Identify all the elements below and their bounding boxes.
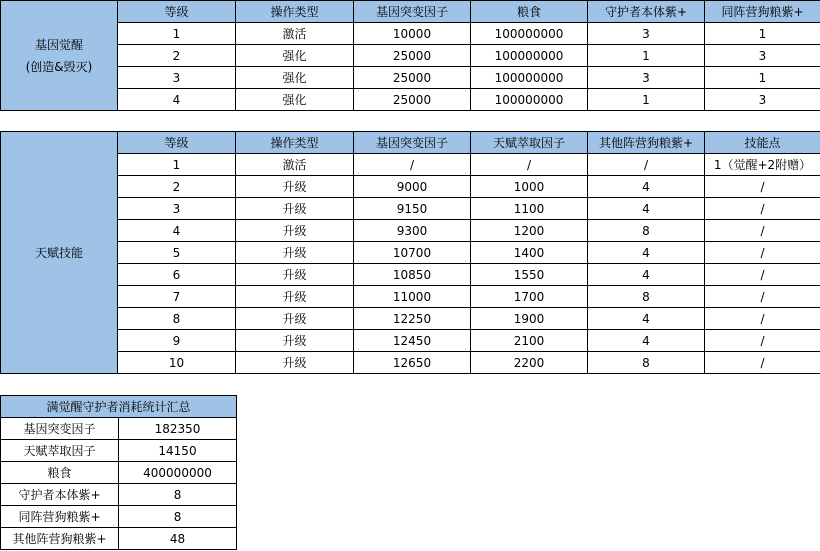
table-cell: 升级 [236, 308, 354, 330]
table-row [1, 23, 820, 45]
table-row [1, 308, 820, 330]
table-row [1, 286, 820, 308]
table-cell: 1100 [471, 198, 588, 220]
table-cell: 升级 [236, 264, 354, 286]
table-row [1, 462, 237, 484]
table-cell: 1200 [471, 220, 588, 242]
table-cell: 强化 [236, 45, 354, 67]
table-cell: 1 [705, 67, 820, 89]
table-cell: 10700 [354, 242, 471, 264]
table-cell: 强化 [236, 67, 354, 89]
table-cell: 1900 [471, 308, 588, 330]
table-row [1, 418, 237, 440]
summary-label: 粮食 [1, 462, 119, 484]
column-header: 操作类型 [236, 1, 354, 23]
table-cell: 激活 [236, 154, 354, 176]
table-cell: 1（觉醒+2附赠） [705, 154, 820, 176]
summary-table [0, 395, 237, 550]
table-cell: 25000 [354, 45, 471, 67]
table-cell: 8 [588, 220, 705, 242]
table-cell: 100000000 [471, 23, 588, 45]
talent-side-label: 天赋技能 [1, 132, 118, 374]
table-header-row [1, 132, 820, 154]
talent-table [0, 131, 820, 374]
summary-value: 182350 [119, 418, 237, 440]
table-cell: 激活 [236, 23, 354, 45]
table-cell: 3 [705, 89, 820, 111]
table-row [1, 440, 237, 462]
table-cell: 1 [588, 89, 705, 111]
table-cell: / [705, 264, 820, 286]
table-cell: 1 [588, 45, 705, 67]
table-header-row [1, 396, 237, 418]
table-row [1, 330, 820, 352]
table-cell: 25000 [354, 67, 471, 89]
table-row [1, 89, 820, 111]
table-cell: 升级 [236, 286, 354, 308]
table-row [1, 67, 820, 89]
table-cell: 100000000 [471, 89, 588, 111]
summary-title: 满觉醒守护者消耗统计汇总 [1, 396, 237, 418]
column-header: 守护者本体紫+ [588, 1, 705, 23]
table-cell: 4 [118, 220, 236, 242]
table-row [1, 484, 237, 506]
awakening-side-label-line2: (创造&毁灭) [25, 59, 93, 74]
table-cell: 10 [118, 352, 236, 374]
table-cell: 100000000 [471, 45, 588, 67]
table-row [1, 506, 237, 528]
table-cell: 4 [588, 330, 705, 352]
column-header: 等级 [118, 132, 236, 154]
table-cell: / [471, 154, 588, 176]
table-cell: 升级 [236, 220, 354, 242]
table-cell: 100000000 [471, 67, 588, 89]
table-cell: 11000 [354, 286, 471, 308]
column-header: 同阵营狗粮紫+ [705, 1, 820, 23]
table-cell: 1 [705, 23, 820, 45]
summary-label: 天赋萃取因子 [1, 440, 119, 462]
table-cell: 1700 [471, 286, 588, 308]
column-header: 操作类型 [236, 132, 354, 154]
table-row [1, 45, 820, 67]
table-cell: 7 [118, 286, 236, 308]
table-cell: 5 [118, 242, 236, 264]
table-cell: 3 [118, 198, 236, 220]
table-cell: 1550 [471, 264, 588, 286]
summary-label: 其他阵营狗粮紫+ [1, 528, 119, 550]
table-cell: 8 [588, 286, 705, 308]
table-cell: 升级 [236, 176, 354, 198]
table-cell: 9300 [354, 220, 471, 242]
table-cell: / [705, 308, 820, 330]
table-row [1, 264, 820, 286]
table-cell: 10000 [354, 23, 471, 45]
table-cell: 10850 [354, 264, 471, 286]
summary-label: 基因突变因子 [1, 418, 119, 440]
table-cell: 25000 [354, 89, 471, 111]
table-cell: / [705, 352, 820, 374]
table-cell: 3 [588, 67, 705, 89]
column-header: 等级 [118, 1, 236, 23]
table-cell: 1 [118, 154, 236, 176]
table-cell: 升级 [236, 242, 354, 264]
table-cell: 1 [118, 23, 236, 45]
summary-value: 8 [119, 506, 237, 528]
table-cell: 12650 [354, 352, 471, 374]
table-cell: 8 [118, 308, 236, 330]
table-row [1, 154, 820, 176]
table-cell: / [705, 198, 820, 220]
table-cell: 强化 [236, 89, 354, 111]
table-cell: 9150 [354, 198, 471, 220]
table-cell: 9 [118, 330, 236, 352]
table-cell: / [705, 286, 820, 308]
summary-value: 48 [119, 528, 237, 550]
table-cell: 4 [588, 198, 705, 220]
table-cell: 2 [118, 45, 236, 67]
table-cell: 9000 [354, 176, 471, 198]
table-cell: 3 [705, 45, 820, 67]
table-cell: 1400 [471, 242, 588, 264]
table-cell: / [705, 242, 820, 264]
table-cell: 升级 [236, 198, 354, 220]
table-cell: 4 [588, 176, 705, 198]
table-row [1, 242, 820, 264]
column-header: 技能点 [705, 132, 820, 154]
table-cell: 12450 [354, 330, 471, 352]
table-row [1, 352, 820, 374]
table-cell: / [354, 154, 471, 176]
summary-value: 400000000 [119, 462, 237, 484]
table-cell: / [705, 330, 820, 352]
table-cell: 4 [588, 242, 705, 264]
table-cell: / [705, 220, 820, 242]
table-row [1, 220, 820, 242]
table-cell: 升级 [236, 352, 354, 374]
column-header: 其他阵营狗粮紫+ [588, 132, 705, 154]
table-cell: / [705, 176, 820, 198]
table-cell: / [588, 154, 705, 176]
table-cell: 4 [118, 89, 236, 111]
column-header: 粮食 [471, 1, 588, 23]
table-cell: 2 [118, 176, 236, 198]
column-header: 基因突变因子 [354, 132, 471, 154]
summary-value: 14150 [119, 440, 237, 462]
table-cell: 3 [588, 23, 705, 45]
table-cell: 2200 [471, 352, 588, 374]
awakening-table [0, 0, 820, 111]
table-cell: 8 [588, 352, 705, 374]
table-cell: 4 [588, 264, 705, 286]
table-cell: 升级 [236, 330, 354, 352]
summary-value: 8 [119, 484, 237, 506]
table-cell: 12250 [354, 308, 471, 330]
table-row [1, 198, 820, 220]
column-header: 天赋萃取因子 [471, 132, 588, 154]
table-cell: 3 [118, 67, 236, 89]
awakening-side-label [1, 1, 118, 111]
table-row [1, 176, 820, 198]
column-header: 基因突变因子 [354, 1, 471, 23]
table-header-row [1, 1, 820, 23]
table-cell: 1000 [471, 176, 588, 198]
table-cell: 4 [588, 308, 705, 330]
table-row [1, 528, 237, 550]
summary-label: 守护者本体紫+ [1, 484, 119, 506]
table-cell: 6 [118, 264, 236, 286]
awakening-side-label-line1: 基因觉醒 [34, 37, 83, 52]
table-cell: 2100 [471, 330, 588, 352]
summary-label: 同阵营狗粮紫+ [1, 506, 119, 528]
